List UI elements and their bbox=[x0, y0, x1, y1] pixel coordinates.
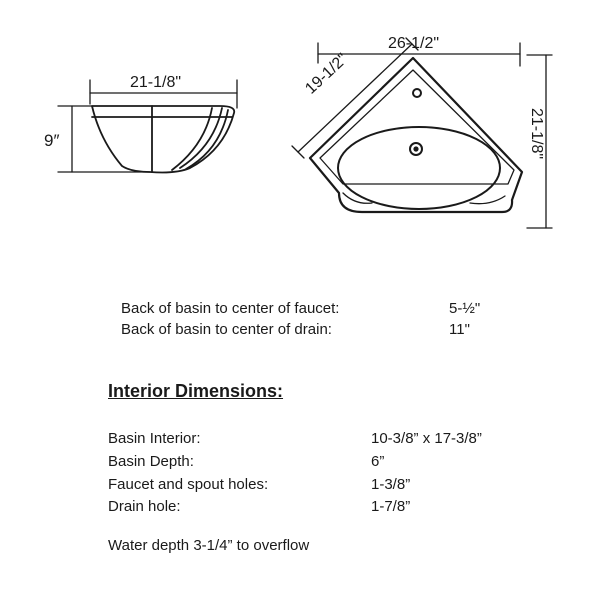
interior-row-value: 6” bbox=[371, 453, 385, 470]
sink-dimension-drawing bbox=[0, 0, 600, 260]
top-width-label: 26-1/2" bbox=[388, 35, 440, 52]
top-depth-label: 21-1/8" bbox=[528, 108, 545, 160]
interior-row-label: Basin Depth: bbox=[108, 453, 194, 470]
interior-row-value: 1-3/8” bbox=[371, 476, 411, 493]
side-height-label: 9″ bbox=[44, 131, 60, 150]
spec-faucet-value: 5-½" bbox=[449, 300, 481, 317]
interior-dimensions-heading: Interior Dimensions: bbox=[108, 381, 284, 401]
interior-row-value: 1-7/8” bbox=[371, 498, 411, 515]
spec-drain-label: Back of basin to center of drain: bbox=[121, 321, 332, 338]
side-view bbox=[58, 80, 237, 173]
water-depth-note: Water depth 3-1/4” to overflow bbox=[108, 537, 310, 554]
top-side-label: 19-1/2" bbox=[302, 50, 352, 98]
interior-row-value: 10-3/8” x 17-3/8” bbox=[371, 430, 482, 447]
interior-row-label: Faucet and spout holes: bbox=[108, 476, 269, 493]
top-view-basin bbox=[310, 58, 522, 212]
spec-faucet-label: Back of basin to center of faucet: bbox=[121, 300, 340, 317]
spec-drain-value: 11" bbox=[449, 321, 470, 338]
side-width-label: 21-1/8" bbox=[130, 74, 182, 91]
interior-row-label: Drain hole: bbox=[108, 498, 181, 515]
interior-row-label: Basin Interior: bbox=[108, 430, 201, 447]
top-side-dimension-line bbox=[292, 38, 418, 158]
side-view-basin bbox=[92, 106, 234, 173]
